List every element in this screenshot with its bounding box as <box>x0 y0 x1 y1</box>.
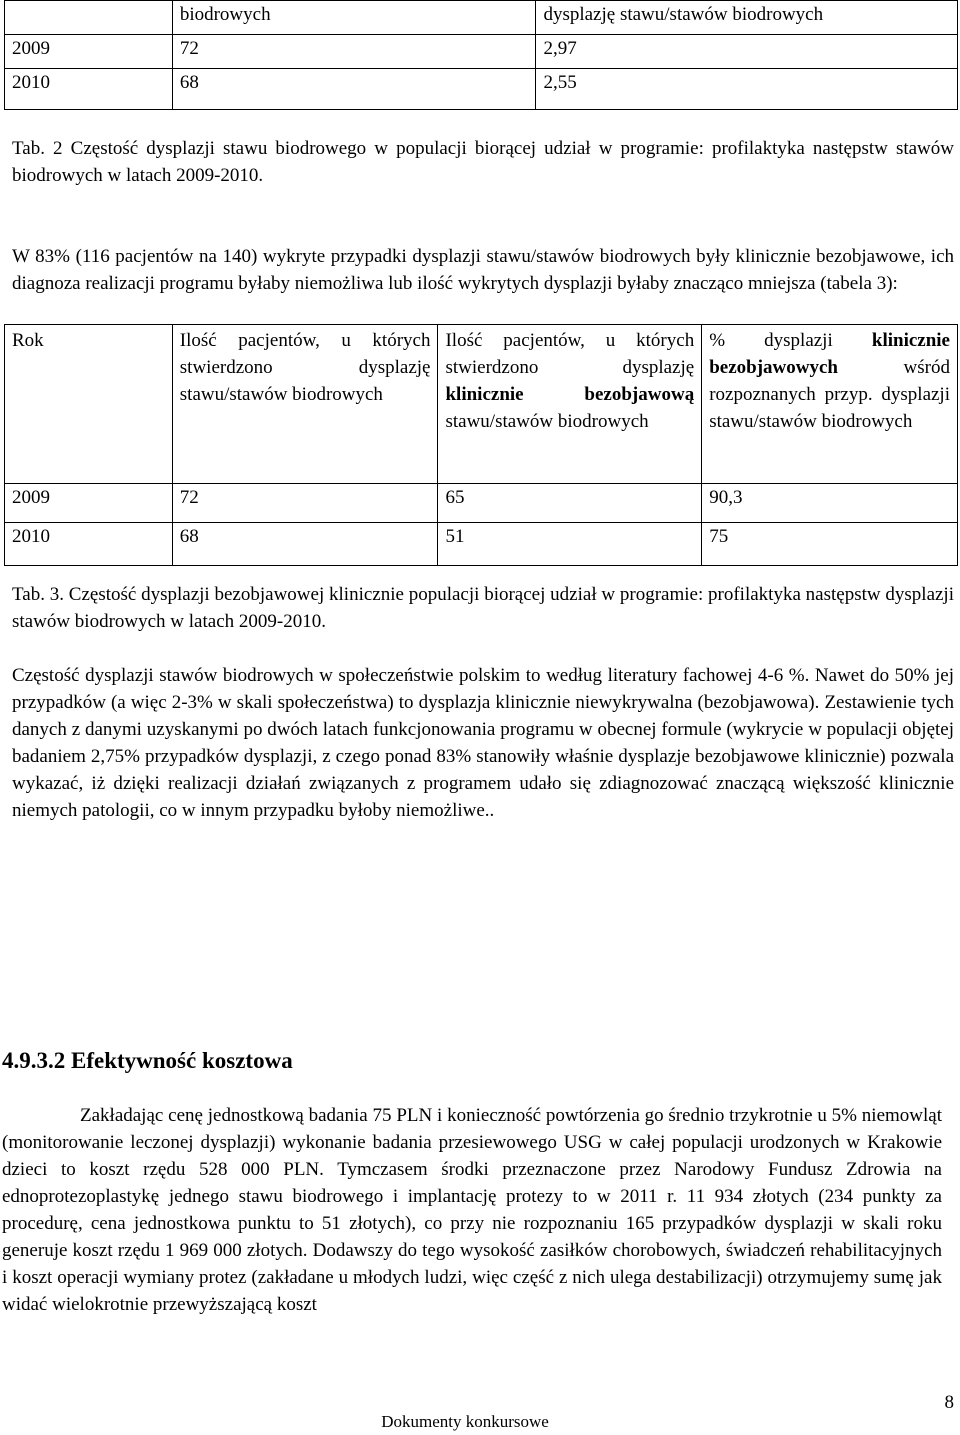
document-page <box>12 0 954 824</box>
table-cell: 72 <box>172 35 536 69</box>
table-cell: 51 <box>438 523 702 566</box>
table-cell: 2010 <box>5 523 173 566</box>
header-cell-percent: % dysplazji klinicznie bezobjawowych wśród rozpoznanych przyp. dysplazji stawu/stawów biodrowych <box>702 325 958 484</box>
table-row <box>5 35 958 69</box>
table-row <box>5 69 958 110</box>
table-cell: 68 <box>172 69 536 110</box>
table-caption: Tab. 2 Częstość dysplazji stawu biodrowego w populacji biorącej udział w programie: profilaktyka następstw stawów biodrowych w latach 2009-2010. <box>12 138 954 186</box>
page-footer: Dokumenty konkursowe <box>381 1412 549 1431</box>
table-cell: biodrowych <box>172 1 536 35</box>
table-header-row <box>5 325 958 484</box>
table-cell: 65 <box>438 484 702 523</box>
page-number: 8 <box>944 1392 954 1413</box>
table-cell: 72 <box>172 484 438 523</box>
table-2 <box>4 0 958 110</box>
table-cell: 2009 <box>5 484 173 523</box>
table-cell <box>5 1 173 35</box>
table-cell: 2009 <box>5 35 173 69</box>
table-row <box>5 484 958 523</box>
table-3 <box>4 324 958 566</box>
table-cell: 68 <box>172 523 438 566</box>
table-cell: 2,97 <box>536 35 958 69</box>
table-cell: 2,55 <box>536 69 958 110</box>
paragraph: Częstość dysplazji stawów biodrowych w społeczeństwie polskim to według literatury fachowej 4-6 %. Nawet do 50% jej przypadków (a więc 2-3% w skali społeczeństwa) to dysplazja klinicznie niewykrywalna (bezobjawowa). Zestawienie tych danych z danymi uzyskanymi po dwóch latach funkcjonowania programu w obecnej formule (wykrycie w populacji objętej badaniem 2,75% przypadków dysplazji, z czego ponad 83% stanowiły właśnie dysplazje bezobjawowe klinicznie) pozwala wykazać, iż dzięki realizacji działań związanych z programem udało się zdiagnozować znaczącą większość klinicznie niemych patologii, co w innym przypadku byłoby niemożliwe.. <box>12 665 954 821</box>
table-cell: 2010 <box>5 69 173 110</box>
section-heading: 4.9.3.2 Efektywność kosztowa <box>2 1048 293 1073</box>
table-row <box>5 1 958 35</box>
table-caption: Tab. 3. Częstość dysplazji bezobjawowej klinicznie populacji biorącej udział w programie: profilaktyka następstw dysplazji stawów biodrowych w latach 2009-2010. <box>12 584 954 632</box>
table-row <box>5 523 958 566</box>
table-cell: 75 <box>702 523 958 566</box>
header-cell-asymptomatic-patients: Ilość pacjentów, u których stwierdzono dysplazję klinicznie bezobjawową stawu/stawów biodrowych <box>438 325 702 484</box>
table-cell: 90,3 <box>702 484 958 523</box>
paragraph: Zakładając cenę jednostkową badania 75 PLN i konieczność powtórzenia go średnio trzykrotnie u 5% niemowląt (monitorowanie leczonej dysplazji) wykonanie badania przesiewowego USG w całej populacji urodzonych w Krakowie dzieci to koszt rzędu 528 000 PLN. Tymczasem środki przeznaczone przez Narodowy Fundusz Zdrowia na ednoprotezoplastykę jednego stawu biodrowego i implantację protezy to w 2011 r. 11 934 złotych (234 punkty za procedurę, cena jednostkowa punktu to 51 złotych), co przy nie rozpoznaniu 165 przypadków dysplazji w skali roku generuje koszt rzędu 1 969 000 złotych. Dodawszy do tego wysokość zasiłków chorobowych, świadczeń rehabilitacyjnych i koszt operacji wymiany protez (zakładane u młodych ludzi, więc część z nich ulega destabilizacji) otrzymujemy sumę jak widać wielokrotnie przewyższającą koszt <box>2 1105 942 1315</box>
paragraph: W 83% (116 pacjentów na 140) wykryte przypadki dysplazji stawu/stawów biodrowych były klinicznie bezobjawowe, ich diagnoza realizacji programu byłaby niemożliwa lub ilość wykrytych dysplazji byłaby znacząco mniejsza (tabela 3): <box>12 246 954 294</box>
table-cell: dysplazję stawu/stawów biodrowych <box>536 1 958 35</box>
header-cell-year: Rok <box>5 325 173 484</box>
header-cell-patients: Ilość pacjentów, u których stwierdzono dysplazję stawu/stawów biodrowych <box>172 325 438 484</box>
